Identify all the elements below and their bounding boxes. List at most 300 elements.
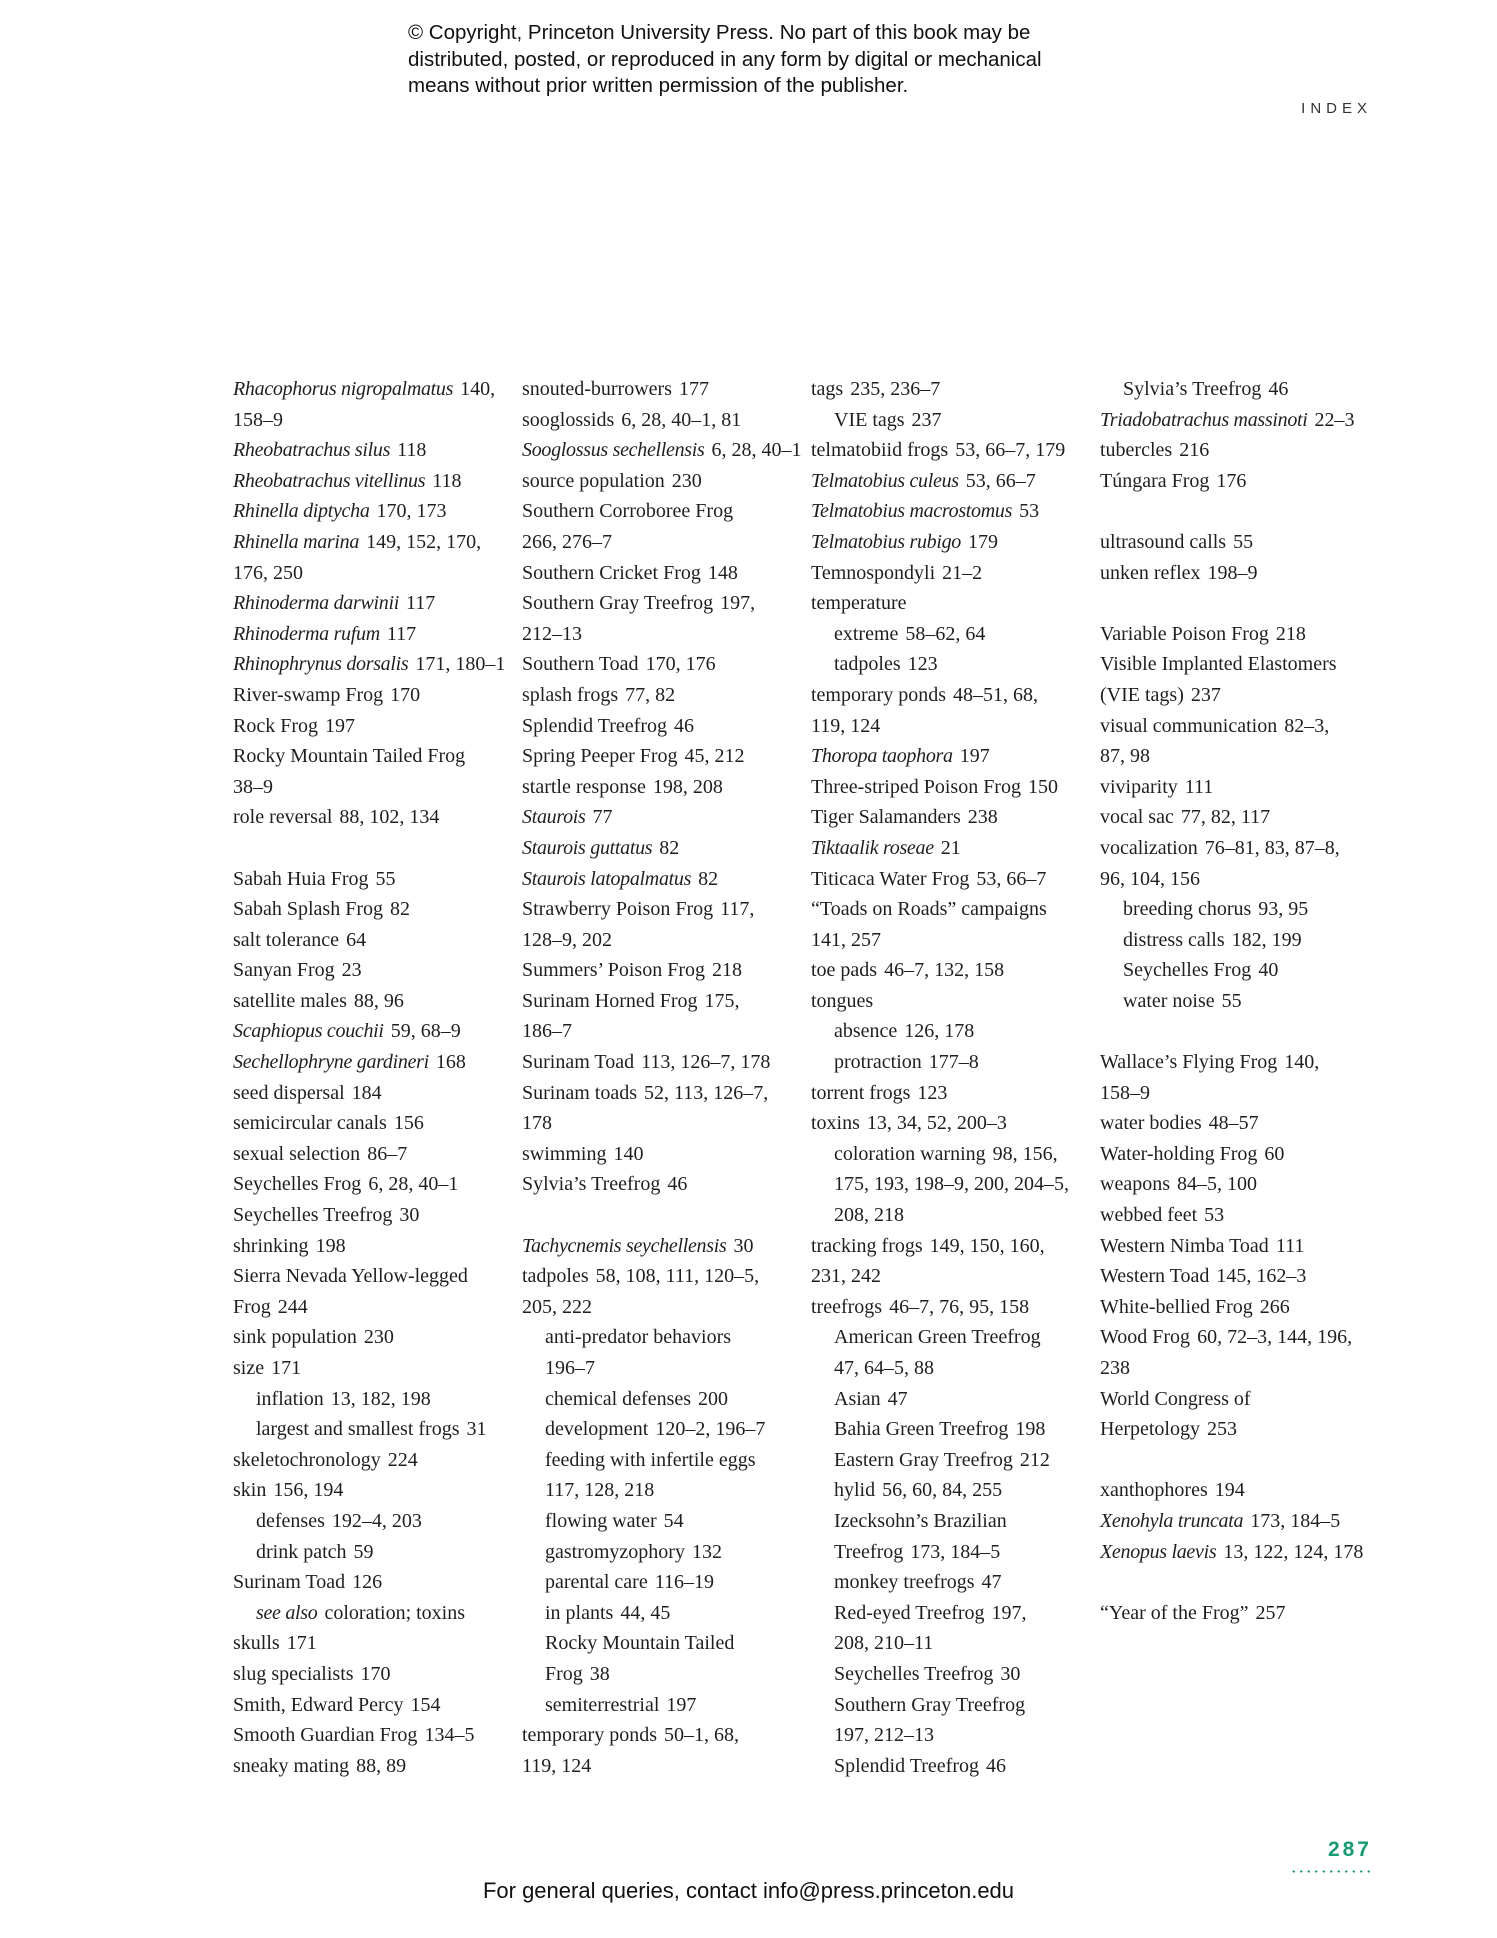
index-entry-line (834, 1751, 1091, 1782)
index-entry-line (522, 496, 802, 527)
index-entry-line (1100, 1108, 1380, 1139)
index-entry-line (233, 1322, 513, 1353)
index-term: Staurois guttatus (522, 836, 653, 859)
index-entry (1100, 711, 1380, 772)
index-entry (811, 1231, 1091, 1292)
index-term: Frog (545, 1662, 583, 1685)
index-term: 119, 124 (522, 1754, 592, 1777)
index-entry-line (233, 1200, 513, 1231)
index-term: treefrogs (811, 1295, 883, 1318)
page-references: 198, 208 (652, 775, 723, 798)
index-term: Smooth Guardian Frog (233, 1724, 418, 1747)
index-entry-line (811, 1108, 1091, 1139)
index-term: Surinam Toad (233, 1571, 346, 1594)
index-term: feeding with infertile eggs (545, 1448, 756, 1471)
index-entry (1100, 1475, 1380, 1506)
index-entry (233, 1261, 513, 1322)
index-entry-line (233, 1139, 513, 1170)
index-term: Southern Gray Treefrog (834, 1693, 1026, 1716)
page-references: 23 (341, 959, 362, 982)
index-term: Scaphiopus couchii (233, 1020, 384, 1043)
index-term: Herpetology (1100, 1418, 1200, 1441)
index-entry (1100, 558, 1380, 589)
index-entry-line (811, 558, 1091, 589)
index-term: Seychelles Frog (233, 1173, 362, 1196)
index-entry (233, 680, 513, 711)
page-references: 257 (1255, 1601, 1286, 1624)
index-term: skeletochronology (233, 1448, 381, 1471)
index-entry-line (233, 496, 513, 527)
index-entry (233, 1751, 513, 1782)
index-entry (811, 466, 1091, 497)
index-entry-line (233, 1628, 513, 1659)
index-term: toxins (811, 1112, 860, 1135)
index-term: Sylvia’s Treefrog (1123, 378, 1262, 400)
index-entry-line (834, 1475, 1091, 1506)
page-references: 13, 34, 52, 200–3 (866, 1112, 1007, 1135)
index-entry-line (834, 1322, 1091, 1353)
index-term: Sabah Splash Frog (233, 898, 383, 921)
index-term: Temnospondyli (811, 561, 936, 584)
index-subentry (811, 1598, 1091, 1659)
index-columns (0, 374, 1497, 1794)
page-references: 46–7, 76, 95, 158 (889, 1295, 1030, 1318)
index-entry (233, 741, 513, 802)
page-references: 30 (733, 1234, 754, 1257)
index-subentry (522, 1445, 802, 1506)
index-entry (522, 955, 802, 986)
index-entry-line (811, 894, 1091, 925)
page-references: 82 (659, 836, 680, 859)
page-references: 198 (315, 1234, 346, 1257)
page-references: 237 (911, 408, 942, 431)
index-subentry (811, 1506, 1091, 1567)
index-entry-line (522, 1751, 802, 1782)
index-term: Splendid Treefrog (834, 1754, 979, 1777)
index-entry-line (1100, 833, 1380, 864)
index-term: Strawberry Poison Frog (522, 898, 714, 921)
page-references: 88, 96 (353, 989, 404, 1012)
running-head: INDEX (1301, 100, 1372, 117)
index-subentry (233, 1414, 513, 1445)
page-references: 53, 66–7 (965, 469, 1036, 492)
index-entry (522, 405, 802, 436)
index-term: in plants (545, 1601, 614, 1624)
index-term: Thoropa taophora (811, 745, 953, 768)
page-references: 50–1, 68, (663, 1724, 739, 1747)
page-references: 22–3 (1314, 408, 1355, 431)
index-subentry (811, 619, 1091, 650)
index-entry (811, 1078, 1091, 1109)
index-entry-line (522, 558, 802, 589)
page-references: 117 (386, 622, 417, 645)
index-term: 208, 210–11 (834, 1632, 934, 1655)
page-references: 88, 102, 134 (339, 806, 440, 829)
index-subentry (522, 1598, 802, 1629)
index-entry-line (233, 558, 513, 589)
index-term: sooglossids (522, 408, 615, 431)
index-entry-line (1100, 772, 1380, 803)
index-term: webbed feet (1100, 1204, 1198, 1227)
copyright-notice (408, 20, 1108, 100)
index-entry (233, 1628, 513, 1659)
page-references: 140, (1284, 1051, 1320, 1074)
index-entry (522, 588, 802, 649)
index-term: Telmatobius rubigo (811, 530, 962, 553)
index-entry-line (1123, 374, 1380, 405)
index-entry-line (1100, 711, 1380, 742)
index-entry-line (233, 711, 513, 742)
index-entry-line (233, 1047, 513, 1078)
page-references: 111 (1275, 1234, 1305, 1257)
index-subentry (811, 405, 1091, 436)
index-entry-line (233, 1078, 513, 1109)
index-term: protraction (834, 1051, 922, 1074)
page-references: 134–5 (424, 1724, 475, 1747)
index-entry (522, 1231, 802, 1262)
index-term: Wallace’s Flying Frog (1100, 1051, 1278, 1074)
page-references: 55 (1221, 989, 1242, 1012)
index-entry-line (233, 466, 513, 497)
index-entry (1100, 649, 1380, 710)
page-references: 44, 45 (620, 1601, 671, 1624)
index-entry (522, 864, 802, 895)
index-subentry (522, 1537, 802, 1568)
page-references: coloration; toxins (324, 1601, 466, 1624)
index-term: 128–9, 202 (522, 928, 612, 951)
page-references: 93, 95 (1258, 898, 1309, 921)
page-references: 48–57 (1208, 1112, 1259, 1135)
index-term: Rhinoderma darwinii (233, 592, 399, 615)
index-entry (233, 527, 513, 588)
index-term: Southern Toad (522, 653, 639, 676)
index-term: Eastern Gray Treefrog (834, 1448, 1013, 1471)
index-term: VIE tags (834, 408, 905, 431)
index-term: seed dispersal (233, 1081, 345, 1104)
index-term: Seychelles Treefrog (834, 1662, 994, 1685)
index-term: Southern Corroboree Frog (522, 500, 734, 523)
index-entry-line (811, 833, 1091, 864)
index-entry-line (522, 894, 802, 925)
index-entry (233, 1322, 513, 1353)
page-references: 55 (375, 867, 396, 890)
index-entry (811, 527, 1091, 558)
index-entry (233, 1690, 513, 1721)
index-term: startle response (522, 775, 646, 798)
index-term: water noise (1123, 989, 1215, 1012)
index-entry (233, 711, 513, 742)
index-term: tags (811, 378, 844, 400)
index-entry (522, 772, 802, 803)
index-entry-line (1100, 741, 1380, 772)
page-references: 198–9 (1207, 561, 1258, 584)
index-term: torrent frogs (811, 1081, 911, 1104)
page-references: 175, (704, 989, 740, 1012)
index-entry (522, 1047, 802, 1078)
page-references: 176 (1216, 469, 1247, 492)
index-term: sink population (233, 1326, 357, 1349)
index-subentry (811, 1016, 1091, 1047)
index-entry (522, 558, 802, 589)
page-references: 40 (1258, 959, 1279, 982)
index-term: 266, 276–7 (522, 530, 612, 553)
page-references: 224 (387, 1448, 418, 1471)
index-entry-line (834, 1200, 1091, 1231)
index-entry-line (233, 1475, 513, 1506)
index-term: Bahia Green Treefrog (834, 1418, 1009, 1441)
index-term: Treefrog (834, 1540, 904, 1563)
index-entry-line (233, 374, 513, 405)
page-references: 150 (1027, 775, 1058, 798)
page-references: 123 (907, 653, 938, 676)
index-entry-line (811, 527, 1091, 558)
copyright-line: © Copyright, Princeton University Press. No part of this book may be (408, 21, 1031, 44)
page-references: 88, 89 (356, 1754, 407, 1777)
index-term: shrinking (233, 1234, 309, 1257)
page-references: 237 (1190, 683, 1221, 706)
index-entry (522, 711, 802, 742)
index-term: vocal sac (1100, 806, 1174, 829)
index-term: (VIE tags) (1100, 683, 1184, 706)
index-entry (522, 649, 802, 680)
index-entry-line (834, 1445, 1091, 1476)
page-references: 82 (390, 898, 410, 921)
index-term: 238 (1100, 1357, 1130, 1379)
index-entry-line (811, 986, 1091, 1017)
index-entry-line (1100, 405, 1380, 436)
index-term: Sabah Huia Frog (233, 867, 369, 890)
index-entry (1100, 1200, 1380, 1231)
page-references: 170 (390, 683, 421, 706)
index-entry-line (545, 1628, 802, 1659)
index-entry (811, 986, 1091, 1017)
index-entry-line (522, 649, 802, 680)
index-term: Telmatobius macrostomus (811, 500, 1013, 523)
index-entry (522, 1078, 802, 1139)
index-entry-line (811, 374, 1091, 405)
index-term: splash frogs (522, 683, 619, 706)
index-entry (1100, 1322, 1380, 1383)
index-entry-line (811, 1231, 1091, 1262)
index-entry (811, 1108, 1091, 1139)
page-references: 179 (968, 530, 999, 553)
index-entry (522, 496, 802, 557)
index-entry-line (834, 1690, 1091, 1721)
index-entry-line (811, 1292, 1091, 1323)
index-entry-line (522, 680, 802, 711)
index-entry (522, 1169, 802, 1200)
page-references: 212 (1019, 1448, 1050, 1471)
index-term: 212–13 (522, 622, 582, 645)
index-entry-line (811, 955, 1091, 986)
index-entry-line (233, 680, 513, 711)
index-term: water bodies (1100, 1112, 1202, 1135)
index-entry (1100, 1261, 1380, 1292)
page-references: 46 (667, 1173, 688, 1196)
index-term: 175, 193, 198–9, 200, 204–5, (834, 1173, 1069, 1196)
index-term: source population (522, 469, 665, 492)
index-entry-line (834, 1139, 1091, 1170)
index-entry-line (1100, 1414, 1380, 1445)
page-references: 145, 162–3 (1216, 1265, 1307, 1288)
page-references: 21 (940, 836, 961, 859)
index-term: Smith, Edward Percy (233, 1693, 404, 1716)
index-term: Red-eyed Treefrog (834, 1601, 985, 1624)
page-references: 171 (271, 1357, 302, 1379)
index-term: Splendid Treefrog (522, 714, 667, 737)
page-references: 6, 28, 40–1 (368, 1173, 459, 1196)
index-entry-line (545, 1567, 802, 1598)
page-references: 156, 194 (273, 1479, 344, 1502)
index-term: see also (256, 1601, 318, 1624)
index-entry (1100, 466, 1380, 497)
index-entry-line (522, 1231, 802, 1262)
page-references: 197 (959, 745, 990, 768)
index-subentry (1100, 986, 1380, 1017)
index-entry-line (545, 1537, 802, 1568)
index-entry (1100, 1506, 1380, 1537)
index-entry-line (522, 466, 802, 497)
page-references: 192–4, 203 (331, 1509, 422, 1532)
index-entry (1100, 405, 1380, 436)
index-subentry (233, 1384, 513, 1415)
page-references: 148 (707, 561, 738, 584)
page-references: 123 (917, 1081, 948, 1104)
index-entry-line (811, 1261, 1091, 1292)
page-references: 170 (360, 1662, 391, 1685)
index-entry-line (233, 527, 513, 558)
index-term: Seychelles Frog (1123, 959, 1252, 982)
index-term: parental care (545, 1571, 648, 1594)
index-term: toe pads (811, 959, 878, 982)
page-references: 173, 184–5 (1250, 1509, 1341, 1532)
index-entry-line (545, 1384, 802, 1415)
page-references: 117 (405, 592, 436, 615)
index-entry-line (1100, 1139, 1380, 1170)
index-entry-line (522, 864, 802, 895)
index-entry (1100, 527, 1380, 558)
index-term: temperature (811, 592, 907, 615)
index-subentry (811, 1384, 1091, 1415)
index-entry-line (522, 802, 802, 833)
page-references: 177 (678, 378, 709, 400)
index-term: Xenopus laevis (1100, 1540, 1217, 1563)
index-term: Tachycnemis seychellensis (522, 1234, 727, 1257)
page-references: 77, 82, 117 (1180, 806, 1271, 829)
index-term: 96, 104, 156 (1100, 867, 1200, 890)
index-term: Southern Cricket Frog (522, 561, 701, 584)
page-references: 38 (589, 1662, 610, 1685)
page-references: 77 (592, 806, 613, 829)
index-term: semicircular canals (233, 1112, 387, 1135)
index-entry-line (522, 405, 802, 436)
index-entry (233, 925, 513, 956)
index-entry-line (1100, 680, 1380, 711)
page-references: 170, 173 (376, 500, 447, 523)
page-references: 98, 156, (992, 1142, 1058, 1165)
index-term: temporary ponds (522, 1724, 657, 1747)
index-term: Surinam Toad (522, 1051, 635, 1074)
index-term: Tiger Salamanders (811, 806, 961, 829)
page-references: 82 (698, 867, 719, 890)
page-references: 230 (363, 1326, 394, 1349)
index-entry (233, 986, 513, 1017)
index-entry (233, 1720, 513, 1751)
index-entry (1100, 1108, 1380, 1139)
index-term: 197, 212–13 (834, 1724, 934, 1747)
page-references: 86–7 (367, 1142, 408, 1165)
index-term: Titicaca Water Frog (811, 867, 970, 890)
index-term: tubercles (1100, 439, 1173, 462)
index-term: Rock Frog (233, 714, 318, 737)
index-term: “Toads on Roads” campaigns (811, 898, 1047, 921)
index-entry-line (1123, 955, 1380, 986)
index-entry-line (545, 1506, 802, 1537)
index-entry (522, 986, 802, 1047)
page-references: 60 (1264, 1142, 1285, 1165)
index-entry (233, 649, 513, 680)
page-references: 54 (663, 1509, 684, 1532)
index-entry-line (811, 466, 1091, 497)
index-term: tongues (811, 989, 874, 1012)
index-term: inflation (256, 1387, 324, 1410)
index-entry-line (1100, 558, 1380, 589)
index-subentry (1100, 925, 1380, 956)
index-entry (233, 374, 513, 435)
index-entry-line (811, 864, 1091, 895)
index-term: telmatobiid frogs (811, 439, 949, 462)
index-term: Izecksohn’s Brazilian (834, 1509, 1007, 1532)
index-term: temporary ponds (811, 683, 946, 706)
index-term: 47, 64–5, 88 (834, 1357, 934, 1379)
index-entry-line (233, 1751, 513, 1782)
index-entry-line (834, 1628, 1091, 1659)
page-references: 200 (698, 1387, 729, 1410)
index-term: 141, 257 (811, 928, 881, 951)
index-entry (233, 864, 513, 895)
page-references: 230 (671, 469, 702, 492)
page-references: 253 (1206, 1418, 1237, 1441)
index-term: Túngara Frog (1100, 469, 1210, 492)
index-entry (1100, 833, 1380, 894)
index-term: Southern Gray Treefrog (522, 592, 714, 615)
page-references: 82–3, (1284, 714, 1330, 737)
index-term: Surinam toads (522, 1081, 637, 1104)
index-term: semiterrestrial (545, 1693, 660, 1716)
index-subentry (522, 1628, 802, 1689)
index-entry-line (233, 1292, 513, 1323)
index-term: gastromyzophory (545, 1540, 685, 1563)
index-term: Spring Peeper Frog (522, 745, 678, 768)
index-entry-line (522, 435, 802, 466)
index-entry (811, 955, 1091, 986)
index-entry-line (233, 1567, 513, 1598)
index-entry-line (1100, 1353, 1380, 1384)
index-entry-line (1123, 986, 1380, 1017)
page-references: 53 (1204, 1204, 1225, 1227)
index-entry-line (1100, 1475, 1380, 1506)
index-entry-line (256, 1384, 513, 1415)
page-references: 120–2, 196–7 (655, 1418, 766, 1441)
index-entry-line (1100, 527, 1380, 558)
page-references: 149, 150, 160, (929, 1234, 1045, 1257)
index-subentry (522, 1506, 802, 1537)
index-term: “Year of the Frog” (1100, 1601, 1249, 1624)
index-term: 38–9 (233, 775, 273, 798)
index-term: Asian (834, 1387, 881, 1410)
page-references: 118 (397, 439, 427, 462)
index-entry-line (1100, 1506, 1380, 1537)
